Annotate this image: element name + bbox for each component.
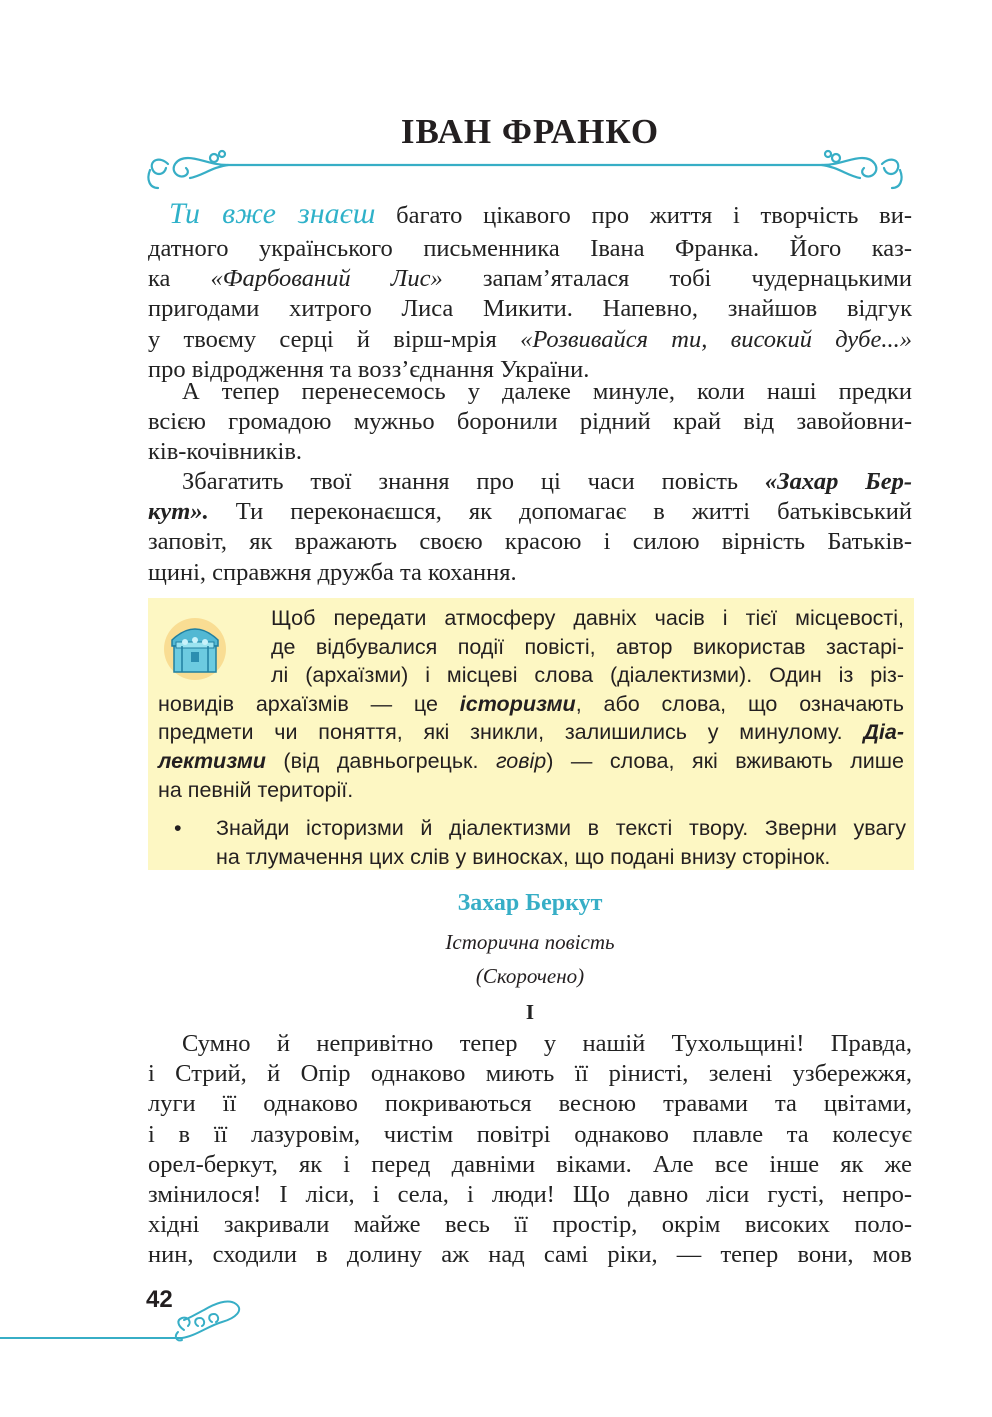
story-text bbox=[148, 1029, 912, 1271]
intro-line: багато цікавого про життя і творчість ви- bbox=[396, 202, 912, 229]
bullet-line: Знайди історизми й діалектизми в тексті твору. Зверни увагу bbox=[216, 816, 906, 840]
info-box bbox=[148, 598, 914, 870]
story-line: луги її однаково покриваються весною травами та цвітами, bbox=[148, 1090, 912, 1118]
story-title: Захар Беркут bbox=[457, 890, 603, 916]
story-note: (Скорочено) bbox=[475, 964, 585, 988]
note-line: лі (архаїзми) і місцеві слова (діалектизми). Один із різ- bbox=[271, 663, 904, 688]
task-bullet bbox=[174, 814, 906, 871]
paragraph-three bbox=[148, 467, 912, 588]
note-line: Щоб передати атмосферу давніх часів і тієї місцевості, bbox=[271, 606, 904, 630]
story-line: Сумно й непривітно тепер у нашій Тухольщині! Правда, bbox=[182, 1030, 912, 1057]
p3-line: заповіт, як вражають своєю красою і силою вірність Батьків- bbox=[148, 528, 912, 556]
bullet-line: на тлумачення цих слів у виносках, що подані внизу сторінок. bbox=[216, 844, 831, 869]
p2-line: всією громадою мужньо боронили рідний край від завойовни- bbox=[148, 408, 912, 436]
intro-line: у твоєму серці й вірш-мрія «Розвивайся ти, високий дубе...» bbox=[148, 325, 913, 353]
p3-line: Збагатить твої знання про ці часи повість «Захар Бер- bbox=[182, 468, 912, 495]
paragraph-two bbox=[148, 377, 912, 468]
chapter-number: І bbox=[525, 1000, 535, 1024]
intro-line: ка «Фарбований Лис» запам’яталася тобі чудернацькими bbox=[148, 265, 912, 293]
p3-line: кут». Ти переконаєшся, як допомагає в житті батьківський bbox=[148, 498, 912, 526]
intro-lead: Ти вже знаєш bbox=[169, 197, 376, 230]
note-line: новидів архаїзмів — це історизми, або слова, що означають bbox=[158, 691, 904, 716]
intro-line: датного українського письменника Івана Франка. Його каз- bbox=[148, 235, 912, 262]
info-box-text bbox=[158, 604, 904, 804]
story-line: орел-беркут, як і перед давніми віками. Але все інше як же bbox=[148, 1150, 912, 1178]
p2-line: А тепер перенесемось у далеке минуле, коли наші предки bbox=[182, 378, 912, 405]
note-line: на певній території. bbox=[158, 777, 354, 802]
story-line: і Стрий, й Опір однаково миють її рінисті, зелені узбережжя, bbox=[148, 1060, 912, 1088]
note-line: де відбувалися події повісті, автор використав застарі- bbox=[271, 634, 904, 659]
intro-line: про відродження та возз’єднання України. bbox=[148, 355, 590, 383]
story-line: хідні закривали майже весь її простір, окрім високих поло- bbox=[148, 1211, 912, 1239]
intro-line: пригодами хитрого Лиса Микити. Напевно, знайшов відгук bbox=[148, 295, 912, 323]
note-line: лектизми (від давньогрецьк. говір) — слова, які вживають лише bbox=[158, 748, 904, 773]
bullet-icon: • bbox=[174, 816, 182, 840]
story-line: змінилося! І ліси, і села, і люди! Що давно ліси густі, непро- bbox=[148, 1181, 912, 1209]
page-title: ІВАН ФРАНКО bbox=[400, 112, 660, 151]
intro-paragraph bbox=[148, 196, 912, 385]
page-number: 42 bbox=[146, 1286, 173, 1313]
p2-line: ків-кочівників. bbox=[148, 438, 303, 466]
title-ornament bbox=[0, 140, 992, 200]
note-line: предмети чи поняття, які зникли, залишились у минулому. Діа- bbox=[158, 720, 904, 745]
story-line: і в її лазуровім, чистім повітрі однаково плавле та колесує bbox=[148, 1120, 912, 1148]
page-number-ornament bbox=[0, 1296, 250, 1346]
p3-line: щині, справжня дружба та кохання. bbox=[148, 558, 517, 586]
story-line: нин, сходили в долину аж над самі ріки, — тепер вони, мов bbox=[148, 1241, 912, 1269]
story-genre: Історична повість bbox=[445, 930, 615, 954]
